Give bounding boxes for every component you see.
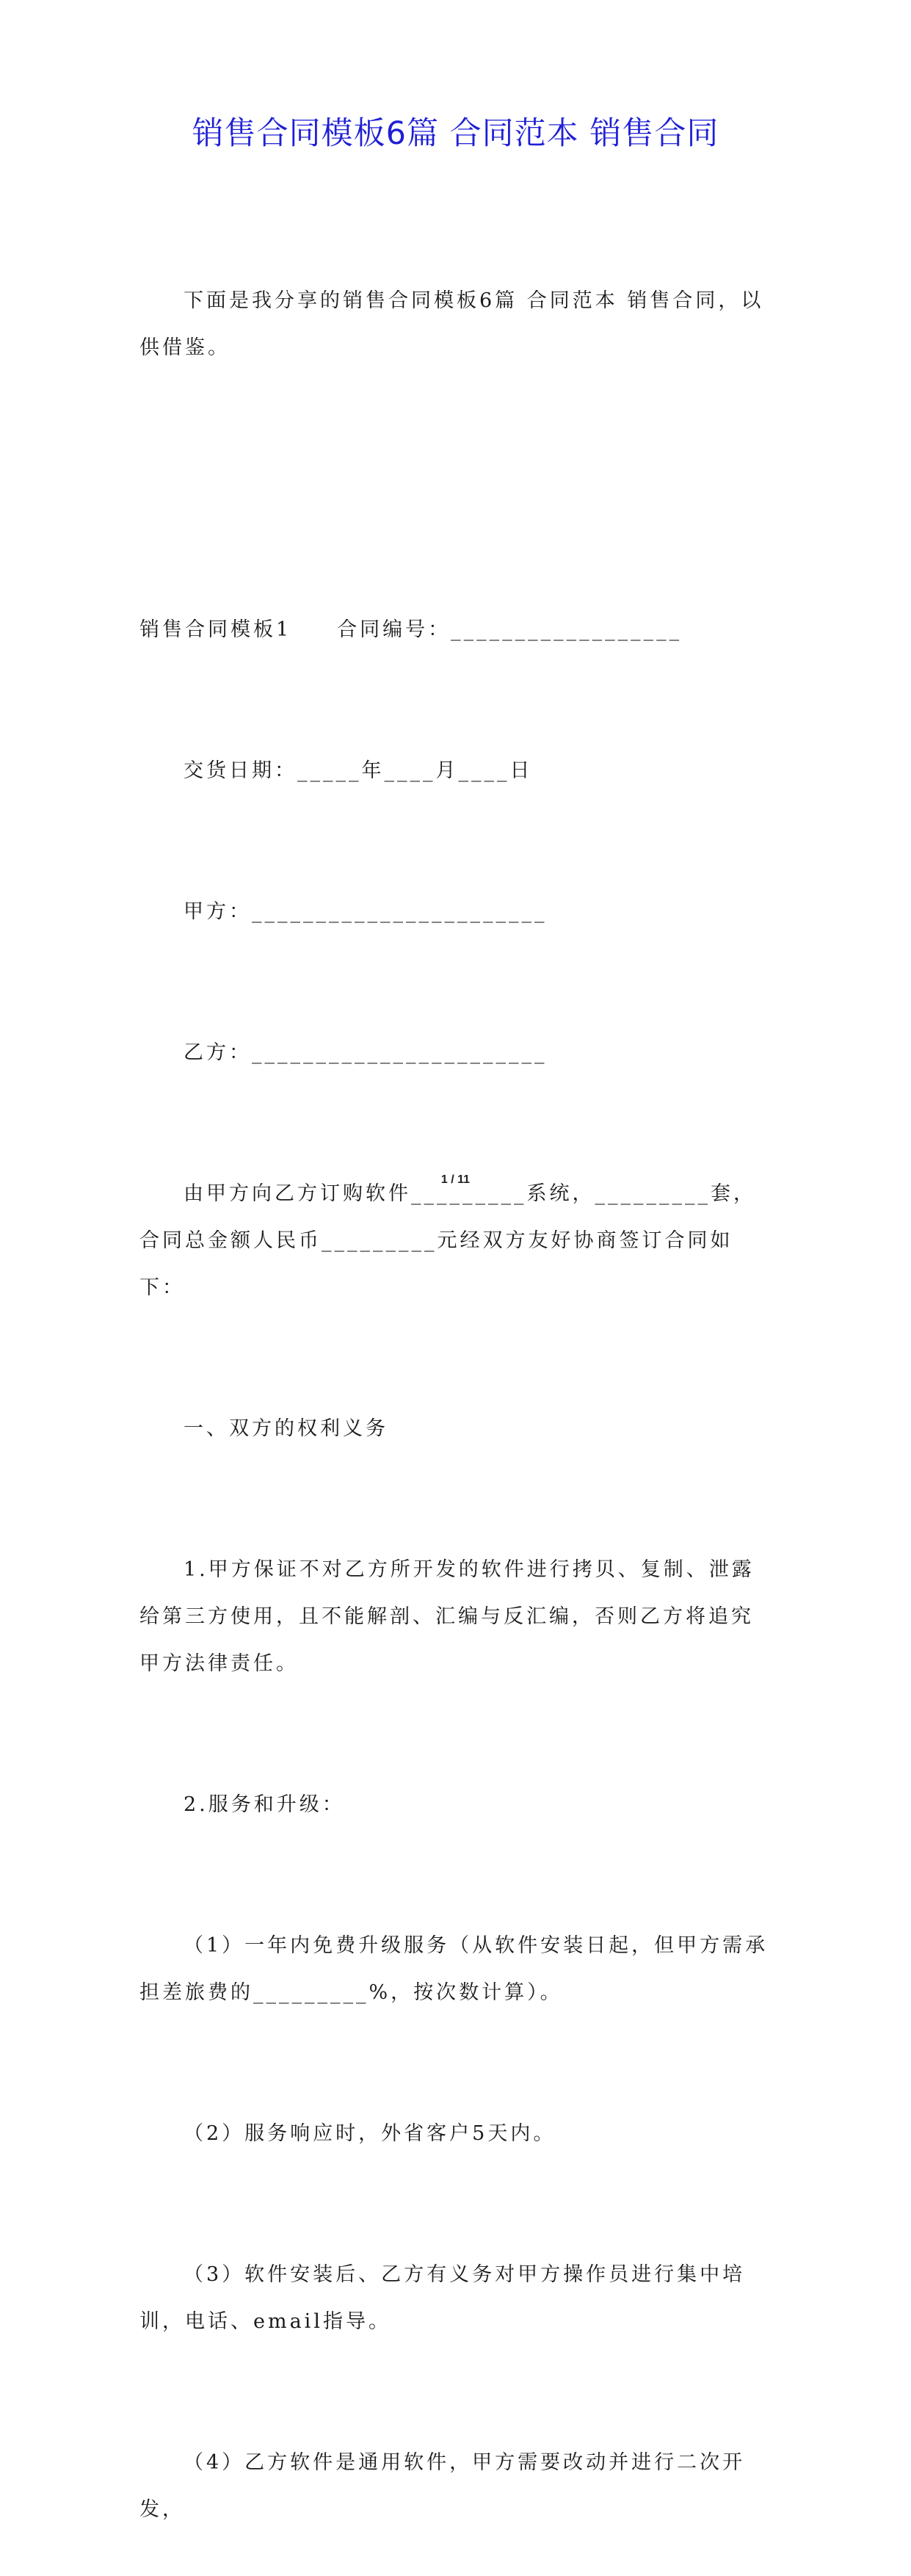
- document-body: [139, 184, 771, 2576]
- party-a-line: 甲方：_______________________: [184, 900, 548, 923]
- document-title: 销售合同模板6篇 合同范本 销售合同: [192, 115, 719, 152]
- clause-1: 1.甲方保证不对乙方所开发的软件进行拷贝、复制、泄露给第三方使用，且不能解剖、汇编与反汇编，否则乙方将追究甲方法律责任。: [139, 1558, 755, 1675]
- clause-2-item-2: （2）服务响应时，外省客户5天内。: [184, 2122, 556, 2145]
- contract-heading-line: 销售合同模板1 合同编号：__________________: [139, 618, 683, 641]
- delivery-date-line: 交货日期：_____年____月____日: [184, 759, 533, 782]
- clause-2-item-4: （4）乙方软件是通用软件，甲方需要改动并进行二次开发，: [139, 2451, 746, 2521]
- order-paragraph: 由甲方向乙方订购软件_________系统，_________套，合同总金额人民币_________元经双方友好协商签订合同如下：: [139, 1182, 756, 1299]
- party-b-line: 乙方：_______________________: [184, 1041, 548, 1064]
- clause-2-item-1: （1）一年内免费升级服务（从软件安装日起，但甲方需承担差旅费的_________%，按次数计算）。: [139, 1934, 769, 2004]
- section-heading: 一、双方的权利义务: [184, 1417, 388, 1440]
- page-number: 1 / 11: [440, 1173, 471, 1186]
- blank-line: [139, 466, 771, 513]
- clause-2-item-3: （3）软件安装后、乙方有义务对甲方操作员进行集中培训，电话、email指导。: [139, 2263, 746, 2333]
- intro-paragraph: 下面是我分享的销售合同模板6篇 合同范本 销售合同，以供借鉴。: [139, 289, 764, 359]
- clause-2: 2.服务和升级：: [184, 1793, 345, 1816]
